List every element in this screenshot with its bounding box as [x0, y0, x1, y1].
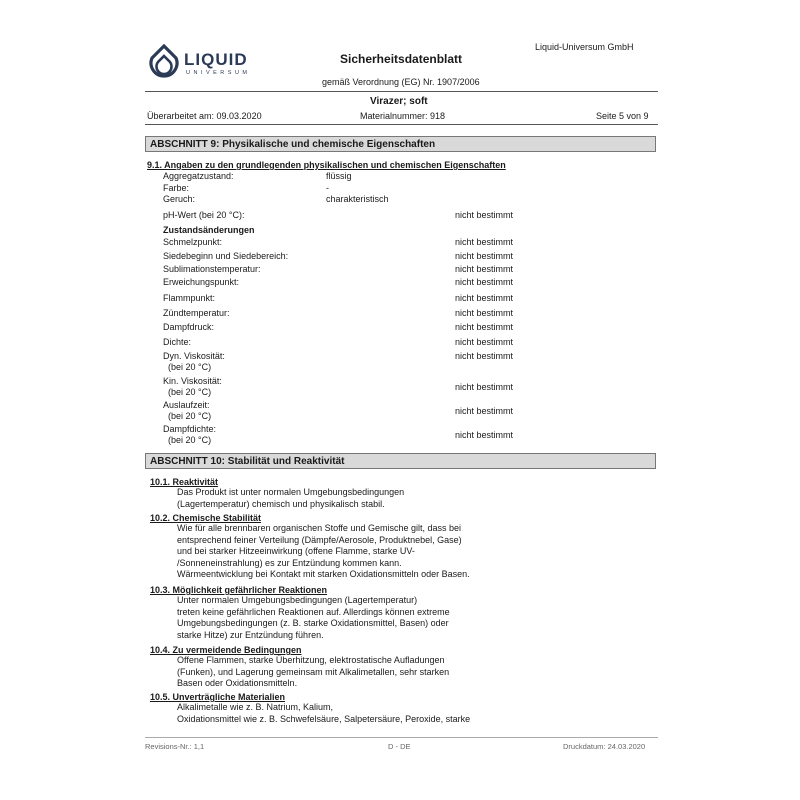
- language-code: D - DE: [388, 742, 411, 751]
- ph-value: nicht bestimmt: [455, 210, 514, 220]
- property-condition: (bei 20 °C): [168, 435, 212, 445]
- property-label: Aggregatzustand:: [163, 171, 234, 181]
- property-value: flüssig: [326, 171, 352, 181]
- subsection-text: Alkalimetalle wie z. B. Natrium, Kalium, Oxidationsmittel wie z. B. Schwefelsäure, Salpetersäure, Peroxide, starke: [177, 702, 471, 724]
- property-label: Sublimationstemperatur:: [163, 264, 261, 274]
- property-label: Siedebeginn und Siedebereich:: [163, 251, 289, 261]
- property-value: nicht bestimmt: [455, 351, 514, 361]
- subsection-text: Wie für alle brennbaren organischen Stoffe und Gemische gilt, dass bei entsprechend feiner Verteilung (Dämpfe/Aerosole, Produktnebel, Gase) und bei starker Hitzeeinwirkung (offene Flamme, starke UV- /Sonneneinstrahlung) es zur Entzündung kommen kann. Wärmeentwicklung bei Kontakt mit starken Oxidationsmitteln oder Basen.: [177, 523, 470, 579]
- subsection-title: 10.5. Unverträgliche Materialien: [150, 692, 286, 702]
- property-label: Zündtemperatur:: [163, 308, 230, 318]
- property-label: Dichte:: [163, 337, 192, 347]
- divider: [145, 91, 658, 92]
- property-value: nicht bestimmt: [455, 251, 514, 261]
- property-label: Auslaufzeit:: [163, 400, 210, 410]
- property-value: charakteristisch: [326, 194, 389, 204]
- ph-label: pH-Wert (bei 20 °C):: [163, 210, 245, 220]
- subsection-title: 10.4. Zu vermeidende Bedingungen: [150, 645, 302, 655]
- property-label: Geruch:: [163, 194, 196, 204]
- subsection-title: 10.2. Chemische Stabilität: [150, 513, 262, 523]
- section-10-header: ABSCHNITT 10: Stabilität und Reaktivität: [145, 453, 656, 469]
- section-9-header: ABSCHNITT 9: Physikalische und chemische Eigenschaften: [145, 136, 656, 152]
- property-label: Farbe:: [163, 183, 190, 193]
- property-value: nicht bestimmt: [455, 430, 514, 440]
- print-date: Druckdatum: 24.03.2020: [563, 742, 646, 751]
- subsection-text: Unter normalen Umgebungsbedingungen (Lagertemperatur) treten keine gefährlichen Reaktionen auf. Allerdings können extreme Umgebungsbedingungen (z. B. starke Oxidationsmittel, Basen) oder starke Hitze) zur Entzündung führen.: [177, 595, 450, 640]
- property-condition: (bei 20 °C): [168, 362, 212, 372]
- footer-divider: [145, 737, 658, 738]
- property-value: -: [326, 183, 329, 193]
- document-title: Sicherheitsdatenblatt: [340, 52, 463, 66]
- subsection-title: 10.1. Reaktivität: [150, 477, 219, 487]
- property-value: nicht bestimmt: [455, 322, 514, 332]
- material-number: Materialnummer: 918: [360, 111, 446, 121]
- property-condition: (bei 20 °C): [168, 387, 212, 397]
- property-value: nicht bestimmt: [455, 337, 514, 347]
- property-value: nicht bestimmt: [455, 382, 514, 392]
- page-number: Seite 5 von 9: [596, 111, 649, 121]
- regulation-text: gemäß Verordnung (EG) Nr. 1907/2006: [322, 77, 480, 87]
- subsection-text: Offene Flammen, starke Überhitzung, elektrostatische Aufladungen (Funken), und Lagerung gemeinsam mit Alkalimetallen, sehr starken Basen oder Oxidationsmitteln.: [177, 655, 450, 688]
- divider: [145, 124, 658, 125]
- product-name: Virazer; soft: [370, 96, 428, 107]
- subsection-9-1-title: 9.1. Angaben zu den grundlegenden physikalischen und chemischen Eigenschaften: [147, 160, 506, 170]
- logo-main-text: LIQUID: [184, 50, 248, 69]
- revised-date: Überarbeitet am: 09.03.2020: [147, 111, 262, 121]
- property-label: Dampfdruck:: [163, 322, 215, 332]
- property-label: Dyn. Viskosität:: [163, 351, 225, 361]
- company-name: Liquid-Universum GmbH: [535, 42, 634, 52]
- logo-sub-text: UNIVERSUM: [186, 70, 251, 76]
- property-label: Erweichungspunkt:: [163, 277, 240, 287]
- logo-mark-icon: [146, 44, 182, 84]
- state-changes-title: Zustandsänderungen: [163, 225, 255, 235]
- property-label: Dampfdichte:: [163, 424, 217, 434]
- property-label: Schmelzpunkt:: [163, 237, 223, 247]
- property-value: nicht bestimmt: [455, 237, 514, 247]
- logo: [146, 44, 266, 84]
- property-value: nicht bestimmt: [455, 277, 514, 287]
- subsection-text: Das Produkt ist unter normalen Umgebungsbedingungen (Lagertemperatur) chemisch und physikalisch stabil.: [177, 487, 405, 509]
- property-label: Flammpunkt:: [163, 293, 216, 303]
- property-value: nicht bestimmt: [455, 264, 514, 274]
- revision-number: Revisions-Nr.: 1,1: [145, 742, 205, 751]
- property-condition: (bei 20 °C): [168, 411, 212, 421]
- property-value: nicht bestimmt: [455, 293, 514, 303]
- property-value: nicht bestimmt: [455, 406, 514, 416]
- property-value: nicht bestimmt: [455, 308, 514, 318]
- property-label: Kin. Viskosität:: [163, 376, 222, 386]
- subsection-title: 10.3. Möglichkeit gefährlicher Reaktionen: [150, 585, 328, 595]
